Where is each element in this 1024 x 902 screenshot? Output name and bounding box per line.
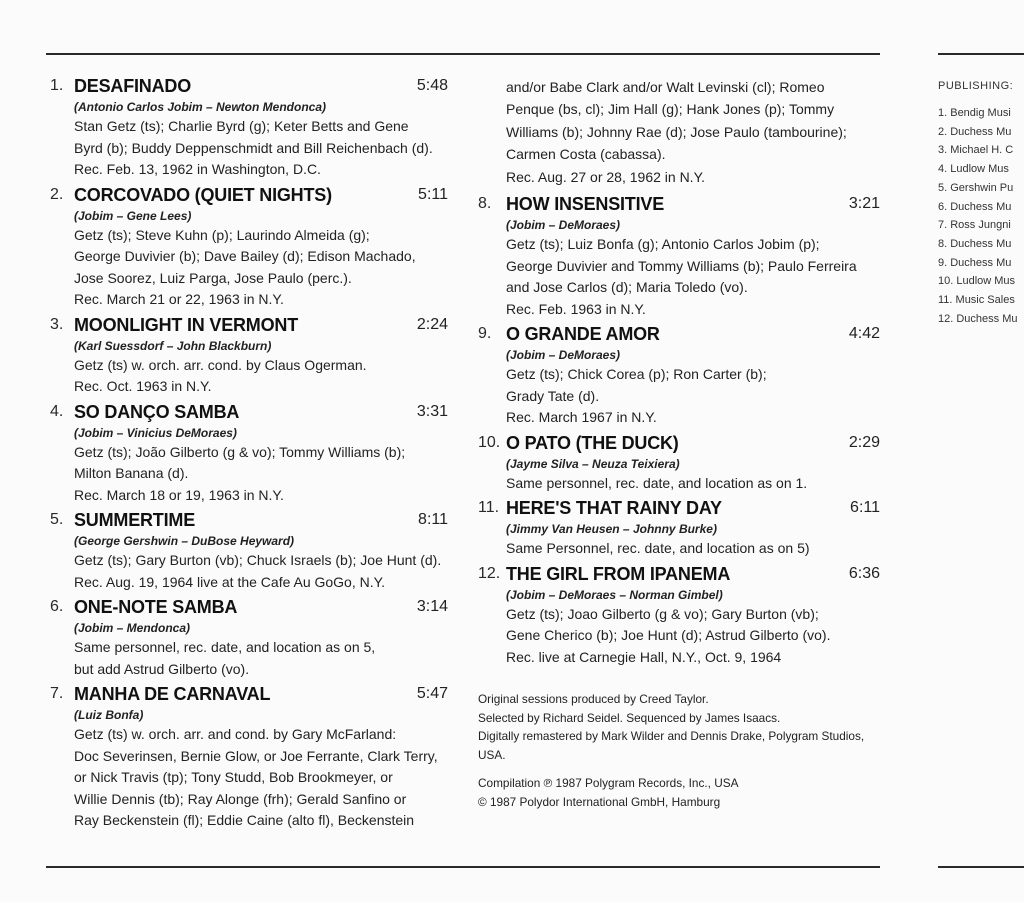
publishing-item: 6. Duchess Mu bbox=[938, 200, 1012, 213]
track-duration: 6:36 bbox=[848, 564, 880, 582]
track-composers: (Antonio Carlos Jobim – Newton Mendonca) bbox=[74, 100, 327, 114]
track-duration: 3:14 bbox=[416, 598, 448, 615]
track-number: 12. bbox=[478, 564, 501, 582]
track-number: 4. bbox=[50, 402, 64, 420]
publishing-item: 5. Gershwin Pu bbox=[938, 181, 1014, 194]
production-line: USA. bbox=[478, 747, 506, 762]
track-title: HOW INSENSITIVE bbox=[506, 194, 665, 215]
track-composers: (Jobim – DeMoraes) bbox=[506, 218, 621, 233]
track-duration: 3:21 bbox=[848, 195, 880, 213]
publishing-item: 8. Duchess Mu bbox=[938, 237, 1012, 250]
track-entry bbox=[50, 508, 448, 593]
production-notes bbox=[478, 690, 880, 764]
track-number: 8. bbox=[478, 195, 492, 213]
track-personnel: Same personnel, rec. date, and location as on 5, but add Astrud Gilberto (vo). bbox=[74, 639, 376, 677]
track-composers: (Jimmy Van Heusen – Johnny Burke) bbox=[506, 522, 717, 537]
track-composers: (George Gershwin – DuBose Heyward) bbox=[74, 534, 295, 548]
track-title: O PATO (THE DUCK) bbox=[506, 432, 679, 453]
track-title: HERE'S THAT RAINY DAY bbox=[506, 498, 722, 519]
track-number: 3. bbox=[50, 315, 64, 333]
track-personnel: Getz (ts) w. orch. arr. and cond. by Gary McFarland: Doc Severinsen, Bernie Glow, or Joe Ferrante, Clark Terry, or Nick Travis (tp); Tony Studd, Bob Brookmeyer, or Willie Dennis (tb); Ray Alonge (frh); Gerald Sanfino or Ray Beckenstein (fl); Eddie Caine (alto fl), Beckenstein bbox=[74, 726, 438, 828]
track-composers: (Jayme Silva – Neuza Teixiera) bbox=[506, 456, 680, 471]
track-personnel: Same personnel, rec. date, and location as on 1. bbox=[506, 474, 808, 491]
track-composers: (Luiz Bonfa) bbox=[74, 708, 144, 722]
track-composers: (Jobim – DeMoraes – Norman Gimbel) bbox=[506, 587, 723, 602]
track-number: 6. bbox=[50, 598, 64, 615]
publishing-item: 3. Michael H. C bbox=[938, 144, 1014, 157]
track-composers: (Jobim – DeMoraes) bbox=[506, 348, 621, 363]
publishing-item: 11. Music Sales bbox=[938, 294, 1015, 307]
track-duration: 5:11 bbox=[418, 185, 448, 203]
publishing-item: 7. Ross Jungni bbox=[938, 219, 1011, 232]
track-entry bbox=[50, 183, 448, 311]
track-composers: (Jobim – Vinicius DeMoraes) bbox=[74, 425, 237, 440]
track-personnel: Getz (ts); Steve Kuhn (p); Laurindo Almeida (g); George Duvivier (b); Dave Bailey (d); Edison Machado, Jose Soorez, Luiz Parga, Jose Paulo (perc.). Rec. March 21 or 22, 1963 in N.Y. bbox=[74, 226, 416, 307]
track-duration: 5:47 bbox=[416, 685, 448, 702]
track-entry bbox=[478, 496, 880, 560]
copyright-line: Compilation ℗ 1987 Polygram Records, Inc., USA bbox=[478, 776, 739, 791]
track-title: MANHA DE CARNAVAL bbox=[74, 684, 271, 704]
track-duration: 3:31 bbox=[416, 402, 448, 420]
publishing-heading: PUBLISHING: bbox=[938, 80, 1014, 92]
track-7-continuation: and/or Babe Clark and/or Walt Levinski (cl); Romeo Penque (bs, cl); Jim Hall (g); Hank Jones (p); Tommy Williams (b); Johnny Rae (d); Jose Paulo (tambourine); Carmen Costa (cabassa). Rec. Aug. 27 or 28, 1962 in N.Y. bbox=[506, 79, 847, 185]
track-title: DESAFINADO bbox=[74, 76, 192, 96]
track-personnel: Getz (ts); Luiz Bonfa (g); Antonio Carlos Jobim (p); George Duvivier and Tommy Williams (b); Paulo Ferreira and Jose Carlos (d); Maria Toledo (vo). Rec. Feb. 1963 in N.Y. bbox=[506, 236, 857, 317]
track-number: 1. bbox=[50, 77, 64, 94]
track-title: CORCOVADO (QUIET NIGHTS) bbox=[74, 184, 332, 205]
production-line: Selected by Richard Seidel. Sequenced by James Isaacs. bbox=[478, 710, 781, 725]
right-track-list bbox=[478, 192, 880, 668]
track-duration: 2:24 bbox=[416, 315, 448, 333]
track-composers: (Jobim – Gene Lees) bbox=[74, 208, 192, 223]
left-track-column bbox=[50, 74, 448, 834]
track-number: 9. bbox=[478, 325, 492, 343]
track-number: 7. bbox=[50, 685, 64, 702]
right-track-column bbox=[478, 76, 880, 812]
track-personnel: Stan Getz (ts); Charlie Byrd (g); Keter Betts and Gene Byrd (b); Buddy Deppenschmidt and Bill Reichenbach (d). Rec. Feb. 13, 1962 in Washington, D.C. bbox=[74, 118, 433, 177]
track-entry bbox=[478, 322, 880, 429]
publishing-item: 2. Duchess Mu bbox=[938, 125, 1012, 138]
track-entry bbox=[50, 313, 448, 398]
track-personnel: Getz (ts); Chick Corea (p); Ron Carter (b); Grady Tate (d). Rec. March 1967 in N.Y. bbox=[506, 366, 767, 426]
track-entry bbox=[478, 562, 880, 669]
track-personnel: Getz (ts) w. orch. arr. cond. by Claus Ogerman. Rec. Oct. 1963 in N.Y. bbox=[74, 356, 367, 394]
bottom-rule-right bbox=[938, 866, 1024, 868]
publishing-item: 4. Ludlow Mus bbox=[938, 163, 1009, 176]
publishing-list bbox=[938, 104, 1024, 328]
track-duration: 4:42 bbox=[848, 325, 880, 343]
track-title: SUMMERTIME bbox=[74, 510, 195, 530]
publishing-panel bbox=[938, 80, 1024, 328]
publishing-item: 9. Duchess Mu bbox=[938, 256, 1012, 269]
track-entry bbox=[50, 74, 448, 181]
track-duration: 8:11 bbox=[418, 511, 448, 528]
publishing-item: 10. Ludlow Mus bbox=[938, 275, 1016, 288]
track-number: 10. bbox=[478, 433, 501, 451]
track-number: 2. bbox=[50, 185, 64, 203]
top-rule-right bbox=[938, 53, 1024, 55]
track-entry bbox=[50, 595, 448, 680]
track-title: ONE-NOTE SAMBA bbox=[74, 597, 238, 617]
track-composers: (Karl Suessdorf – John Blackburn) bbox=[74, 338, 272, 353]
publishing-item: 12. Duchess Mu bbox=[938, 312, 1018, 325]
track-entry bbox=[478, 431, 880, 495]
track-duration: 6:11 bbox=[850, 499, 880, 517]
track-number: 5. bbox=[50, 511, 64, 528]
publishing-item: 1. Bendig Musi bbox=[938, 107, 1011, 119]
track-entry bbox=[50, 682, 448, 832]
track-duration: 2:29 bbox=[848, 433, 880, 451]
track-entry bbox=[50, 400, 448, 507]
bottom-rule bbox=[46, 866, 880, 868]
copyright-notes bbox=[478, 774, 880, 811]
track-personnel: Getz (ts); Gary Burton (vb); Chuck Israels (b); Joe Hunt (d). Rec. Aug. 19, 1964 live at the Cafe Au GoGo, N.Y. bbox=[74, 552, 442, 590]
production-line: Digitally remastered by Mark Wilder and Dennis Drake, Polygram Studios, bbox=[478, 729, 865, 744]
top-rule bbox=[46, 53, 880, 55]
track-composers: (Jobim – Mendonca) bbox=[74, 621, 191, 635]
track-duration: 5:48 bbox=[416, 77, 448, 94]
track-title: SO DANÇO SAMBA bbox=[74, 401, 240, 422]
track-title: THE GIRL FROM IPANEMA bbox=[506, 563, 731, 584]
track-personnel: Getz (ts); João Gilberto (g & vo); Tommy Williams (b); Milton Banana (d). Rec. March 18 or 19, 1963 in N.Y. bbox=[74, 443, 406, 503]
track-personnel: Same Personnel, rec. date, and location as on 5) bbox=[506, 540, 810, 557]
track-personnel: Getz (ts); Joao Gilberto (g & vo); Gary Burton (vb); Gene Cherico (b); Joe Hunt (d); Astrud Gilberto (vo). Rec. live at Carnegie Hall, N.Y., Oct. 9, 1964 bbox=[506, 605, 831, 665]
copyright-line: © 1987 Polydor International GmbH, Hamburg bbox=[478, 795, 721, 809]
production-line: Original sessions produced by Creed Taylor. bbox=[478, 692, 709, 707]
track-title: MOONLIGHT IN VERMONT bbox=[74, 314, 298, 335]
track-number: 11. bbox=[478, 499, 500, 517]
track-title: O GRANDE AMOR bbox=[506, 324, 660, 345]
track-entry bbox=[478, 192, 880, 320]
